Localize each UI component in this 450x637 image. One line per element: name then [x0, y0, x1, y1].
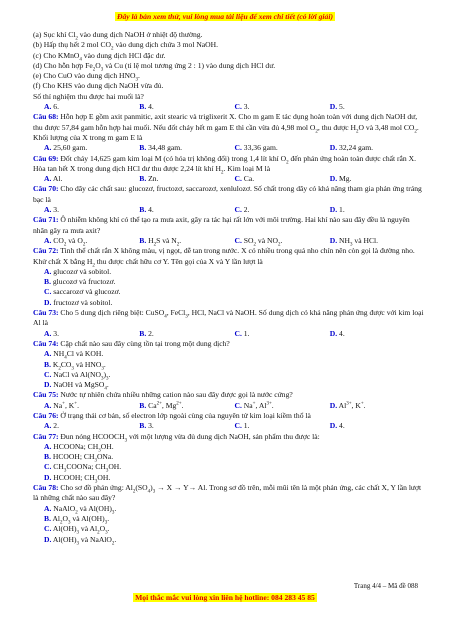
intro-line: (c) Cho KMnO$_4$ vào dung dịch HCl đặc dư.: [33, 50, 166, 63]
answer-option[interactable]: [139, 236, 234, 246]
option-letter: D.: [329, 400, 338, 410]
intro-question: [33, 30, 425, 102]
question-77: [33, 432, 425, 483]
option-letter: B.: [44, 277, 51, 287]
question-stem: Câu 71: Ô nhiễm không khí có thể tạo ra mưa axit, gây ra tác hại rất lớn với môi trường. Hai khí nào sau đây đều là nguyên nhân gây ra mưa axit?: [33, 215, 410, 235]
option-letter: A.: [44, 328, 52, 338]
option-text: glucozơ và fructozơ.: [52, 277, 116, 287]
option-text: HCOONa; $CH_3OH$.: [53, 441, 114, 454]
answer-options: [33, 442, 425, 483]
answer-option[interactable]: [330, 174, 425, 184]
question-stem: Câu 74: Cặp chất nào sau đây cùng tồn tại trong một dung dịch?: [33, 338, 230, 348]
answer-option[interactable]: [44, 143, 139, 153]
option-letter: C.: [44, 462, 52, 472]
option-text: $CO_2$ và $O_2$.: [53, 235, 88, 248]
option-text: 32,24 gam.: [339, 143, 374, 153]
answer-option[interactable]: [44, 329, 139, 339]
option-letter: D.: [329, 102, 338, 112]
option-letter: D.: [44, 534, 52, 544]
option-text: 2.: [53, 421, 59, 431]
answer-option[interactable]: [44, 298, 236, 308]
answer-option[interactable]: [44, 401, 139, 411]
page-number: Trang 4/4 – Mã đề 088: [353, 582, 418, 590]
option-letter: C.: [44, 524, 52, 534]
option-text: 3.: [243, 102, 250, 112]
answer-option[interactable]: [139, 174, 234, 184]
intro-line: (d) Cho hỗn hợp $Fe_2O_3$ và Cu (tỉ lệ mol tương ứng 2 : 1) vào dung dịch HCl dư.: [33, 60, 276, 73]
option-text: Na+, K+.: [53, 400, 79, 410]
answer-option[interactable]: [44, 514, 236, 524]
option-letter: C.: [44, 287, 52, 297]
question-stem: Câu 72: Tinh thể chất rắn X không màu, vị ngọt, dễ tan trong nước. X có nhiều trong quả nho chín nên còn gọi là đường nho. Khử chất X bằng $H_2$ thu được chất hữu cơ Y. Tên gọi của X và Y lần lượt là: [33, 246, 415, 269]
option-text: $Al(OH)_3$ và $Al_2O_3$.: [52, 524, 110, 536]
question-label: Câu 71:: [33, 215, 59, 225]
question-label: Câu 72:: [33, 246, 59, 256]
question-stem: Câu 68: Hỗn hợp E gồm axit panmitic, axit stearic và triglixerit X. Cho m gam E tác dụng hoàn toàn với dung dịch NaOH dư, thu được 57,84 gam hỗn hợp hai muối. Nếu đốt cháy hết m gam E thì cần vừa đủ 4,98 mol $O_2$, thu được $H_2O$ và 3,48 mol $CO_2$. Khối lượng của X trong m gam E là: [33, 112, 419, 142]
option-letter: A.: [44, 102, 52, 112]
option-text: 34,48 gam.: [148, 143, 183, 153]
document-body: [33, 30, 425, 545]
question-stem: Câu 69: Đốt cháy 14,625 gam kim loại M (có hóa trị không đổi) trong 1,4 lít khí $O_2$ đến phản ứng hoàn toàn được chất rắn X. Hòa tan hết X trong dung dịch HCl dư thu được 2,24 lít khí $H_2$. Kim loại M là: [33, 153, 416, 176]
option-letter: D.: [44, 380, 52, 390]
answer-option[interactable]: [44, 473, 236, 483]
answer-options: [33, 349, 425, 390]
answer-option[interactable]: [139, 143, 234, 153]
question-label: Câu 69:: [33, 153, 59, 163]
option-letter: B.: [139, 143, 147, 153]
question-label: Câu 73:: [33, 308, 59, 318]
option-letter: C.: [234, 143, 242, 153]
option-text: 25,60 gam.: [53, 143, 88, 153]
answer-option[interactable]: [44, 267, 236, 277]
answer-options: [33, 236, 425, 246]
question-72: [33, 246, 425, 308]
answer-option[interactable]: [139, 329, 234, 339]
option-letter: A.: [44, 235, 52, 245]
answer-option[interactable]: [44, 524, 236, 534]
answer-option[interactable]: [235, 401, 330, 411]
answer-option[interactable]: [235, 174, 330, 184]
question-list: [33, 112, 425, 547]
option-letter: D.: [44, 297, 52, 307]
question-label: Câu 75:: [33, 390, 59, 400]
option-letter: A.: [44, 143, 52, 153]
question-stem: Câu 75: Nước tự nhiên chứa nhiều những cation nào sau đây được gọi là nước cứng?: [33, 390, 293, 400]
option-letter: D.: [329, 421, 338, 431]
option-letter: B.: [139, 102, 147, 112]
option-letter: A.: [44, 174, 52, 184]
option-letter: A.: [44, 503, 52, 513]
question-stem: Câu 70: Cho dãy các chất sau: glucozơ, fructozơ, saccarozơ, xenlulozơ. Số chất trong dãy có khả năng tham gia phản ứng tráng bạc là: [33, 184, 422, 204]
option-letter: D.: [329, 235, 338, 245]
answer-option[interactable]: [139, 102, 234, 112]
option-letter: B.: [139, 205, 147, 215]
option-letter: A.: [44, 441, 52, 451]
option-text: $NH_3$ và HCl.: [339, 235, 379, 248]
question-75: [33, 390, 425, 411]
question-76: [33, 411, 425, 432]
question-70: [33, 184, 425, 215]
intro-line: (b) Hấp thụ hết 2 mol $CO_2$ vào dung dịch chứa 3 mol NaOH.: [33, 40, 219, 52]
option-text: $H_2S$ và $N_2$.: [148, 235, 182, 248]
preview-banner: Đây là bản xem thử, vui lòng mua tài liệu để xem chi tiết (có lời giải): [117, 12, 333, 21]
answer-options: [33, 174, 425, 184]
option-letter: B.: [139, 328, 147, 338]
answer-option[interactable]: [235, 205, 330, 215]
option-letter: C.: [234, 174, 242, 184]
option-text: $SO_2$ và $NO_2$.: [243, 235, 283, 248]
option-letter: D.: [44, 472, 52, 482]
option-letter: A.: [44, 205, 52, 215]
answer-options: [33, 421, 425, 431]
option-text: 2.: [243, 205, 250, 215]
option-text: saccarozơ và glucozơ.: [53, 287, 121, 297]
option-letter: B.: [139, 174, 147, 184]
answer-option[interactable]: [44, 535, 236, 545]
answer-option[interactable]: [330, 102, 425, 112]
answer-option[interactable]: [44, 277, 236, 287]
option-text: Ca.: [243, 174, 255, 184]
question-69: [33, 154, 425, 185]
intro-line: (a) Sục khí $Cl_2$ vào dung dịch NaOH ở nhiệt độ thường.: [33, 30, 203, 42]
question-stem: Câu 73: Cho 5 dung dịch riêng biệt: CuSO$_4$, FeCl$_3$, HCl, NaCl và NaOH. Số dung dịch có khả năng phản ứng được với kim loại Al là: [33, 308, 424, 328]
option-text: HCOOH; $CH_3ONa$.: [52, 452, 114, 464]
answer-option[interactable]: [44, 462, 236, 472]
question-label: Câu 74:: [33, 338, 59, 348]
answer-options: [33, 401, 425, 411]
answer-options: [33, 329, 425, 339]
option-text: 1.: [339, 205, 345, 215]
option-letter: C.: [234, 102, 242, 112]
option-text: NaAlO$_2$ và $Al(OH)_3$.: [53, 503, 117, 516]
question-label: Câu 78:: [33, 483, 59, 493]
question-label: Câu 77:: [33, 431, 59, 441]
option-text: NaCl và $Al(NO_3)_3$.: [53, 369, 111, 382]
answer-option[interactable]: [235, 421, 330, 431]
option-text: 4.: [339, 328, 345, 338]
answer-option[interactable]: [44, 380, 236, 390]
answer-option[interactable]: [139, 401, 234, 411]
answer-option[interactable]: [44, 452, 236, 462]
option-text: Al.: [52, 174, 63, 184]
answer-option[interactable]: [139, 421, 234, 431]
option-text: 33,36 gam.: [243, 143, 278, 153]
question-78: [33, 483, 425, 545]
question-73: [33, 308, 425, 339]
option-text: HCOOH; $CH_3OH$.: [53, 472, 111, 485]
option-text: $Al_2O_3$ và $Al(OH)_3$.: [52, 513, 110, 526]
option-letter: C.: [234, 328, 242, 338]
option-text: Zn.: [148, 174, 159, 184]
answer-option[interactable]: [44, 360, 236, 370]
option-text: Na+, $Al^{3+}$.: [243, 400, 274, 410]
option-letter: A.: [44, 349, 52, 359]
option-letter: C.: [234, 421, 242, 431]
option-text: 3.: [53, 328, 59, 338]
answer-option[interactable]: [44, 205, 139, 215]
question-stem: Câu 76: Ở trạng thái cơ bản, số electron lớp ngoài cùng của nguyên tử kim loại kiềm thổ là: [33, 410, 311, 420]
answer-option[interactable]: [44, 102, 139, 112]
answer-option[interactable]: [44, 349, 236, 359]
answer-option[interactable]: [330, 401, 425, 411]
option-text: 4.: [339, 421, 345, 431]
intro-options: [33, 102, 425, 112]
question-74: [33, 339, 425, 390]
intro-line: (e) Cho CuO vào dung dịch $HNO_3$.: [33, 71, 140, 83]
answer-options: [33, 205, 425, 215]
answer-option[interactable]: [330, 421, 425, 431]
option-letter: A.: [44, 266, 52, 276]
option-text: 2.: [148, 328, 154, 338]
answer-option[interactable]: [44, 174, 139, 184]
answer-options: [33, 267, 425, 308]
answer-option[interactable]: [44, 421, 139, 431]
question-68: [33, 112, 425, 153]
option-text: $K_2CO_3$ và $HNO_3$.: [52, 359, 106, 372]
option-text: $Al^{3+}$, K+.: [338, 400, 366, 410]
option-letter: B.: [139, 235, 147, 245]
answer-option[interactable]: [44, 287, 236, 297]
option-text: 1.: [243, 328, 250, 338]
option-text: glucozơ và sobitol.: [53, 266, 112, 276]
question-71: [33, 215, 425, 246]
option-text: $CH_3COONa$; $CH_3OH$.: [53, 462, 122, 474]
option-text: $Ca^{2+}$, $Mg^{2+}$.: [148, 400, 184, 410]
option-text: 3.: [148, 421, 154, 431]
option-text: Mg.: [339, 174, 352, 184]
answer-option[interactable]: [235, 102, 330, 112]
option-letter: B.: [139, 421, 147, 431]
hotline-footer: Mọi thắc mắc vui lòng xin liên hệ hotline: 084 283 45 85: [135, 593, 315, 602]
answer-options: [33, 143, 425, 153]
answer-option[interactable]: [139, 205, 234, 215]
intro-line: Số thí nghiệm thu được hai muối là?: [33, 91, 144, 101]
option-letter: D.: [329, 174, 338, 184]
answer-option[interactable]: [235, 143, 330, 153]
option-text: 4.: [148, 205, 154, 215]
option-text: 3.: [53, 205, 59, 215]
answer-option[interactable]: [44, 236, 139, 246]
option-letter: B.: [44, 359, 51, 369]
question-stem: Câu 78: Cho sơ đồ phản ứng: $Al_2(SO_4)_3 \to X \to Y\to Al$. Trong sơ đồ trên, mỗi mũi tên là một phản ứng, các chất X, Y lần lượt là những chất nào sau đây?: [33, 483, 422, 503]
option-letter: B.: [44, 452, 51, 462]
answer-option[interactable]: [330, 329, 425, 339]
option-letter: C.: [234, 235, 242, 245]
option-text: fructozơ và sobitol.: [53, 297, 113, 307]
option-text: $Al(OH)_3$ và NaAlO$_2$.: [52, 534, 117, 547]
option-letter: C.: [234, 400, 242, 410]
question-label: Câu 68:: [33, 112, 59, 122]
answer-option[interactable]: [44, 504, 236, 514]
option-letter: A.: [44, 421, 52, 431]
option-letter: A.: [44, 400, 52, 410]
option-text: $NH_4Cl$ và KOH.: [53, 349, 104, 361]
option-letter: B.: [139, 400, 147, 410]
option-text: 4.: [148, 102, 154, 112]
option-letter: D.: [329, 143, 338, 153]
answer-option[interactable]: [330, 205, 425, 215]
question-label: Câu 70:: [33, 184, 59, 194]
answer-option[interactable]: [44, 370, 236, 380]
answer-option[interactable]: [235, 329, 330, 339]
answer-option[interactable]: [330, 143, 425, 153]
option-text: 6.: [53, 102, 59, 112]
option-letter: C.: [44, 369, 52, 379]
option-letter: B.: [44, 513, 51, 523]
answer-options: [33, 504, 425, 545]
option-letter: D.: [329, 205, 338, 215]
answer-option[interactable]: [330, 236, 425, 246]
option-text: 5.: [339, 102, 345, 112]
answer-option[interactable]: [44, 442, 236, 452]
option-text: NaOH và MgSO$_4$.: [53, 380, 109, 392]
question-stem: Câu 77: Đun nóng $HCOOCH_3$ với một lượng vừa đủ dung dịch NaOH, sản phẩm thu được là:: [33, 431, 320, 444]
answer-option[interactable]: [235, 236, 330, 246]
option-letter: C.: [234, 205, 242, 215]
option-letter: D.: [329, 328, 338, 338]
question-label: Câu 76:: [33, 410, 59, 420]
intro-line: (f) Cho KHS vào dung dịch NaOH vừa đủ.: [33, 81, 164, 91]
option-text: 1.: [243, 421, 250, 431]
